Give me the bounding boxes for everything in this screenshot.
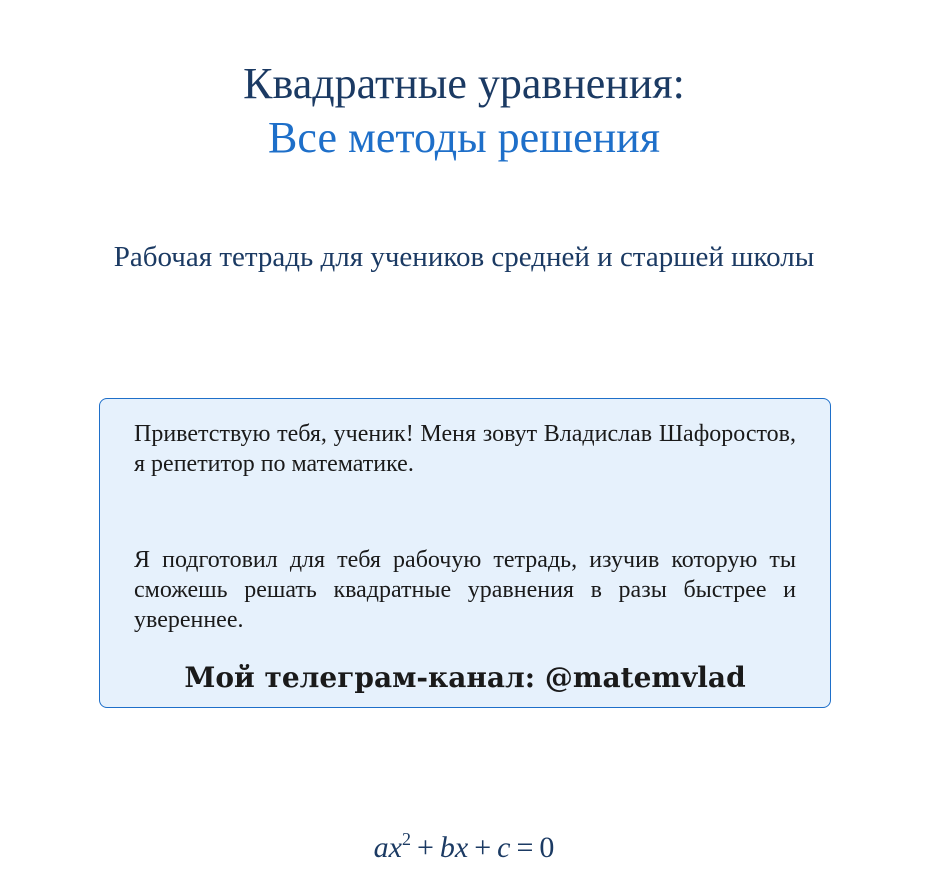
title-line-2: Все методы решения: [268, 113, 660, 162]
formula-c: c: [497, 831, 511, 864]
formula-zero: 0: [539, 831, 555, 864]
formula-a: a: [373, 831, 389, 864]
subtitle: Рабочая тетрадь для учеников средней и старшей школы: [113, 241, 815, 273]
formula-x: x: [454, 831, 469, 864]
intro-box: [99, 398, 831, 708]
title-line-1: Квадратные уравнения:: [243, 59, 685, 108]
formula-equals: =: [516, 831, 534, 864]
formula-x: x: [388, 831, 402, 864]
telegram-channel: Мой телеграм-канал: @matemvlad: [184, 661, 746, 694]
greeting-paragraph: Приветствую тебя, ученик! Меня зовут Владислав Шафоростов, я репетитор по математике.: [134, 421, 796, 477]
formula-plus: +: [416, 831, 434, 864]
formula-exponent: 2: [401, 829, 411, 849]
formula-plus: +: [474, 831, 492, 864]
quadratic-formula: [0, 828, 928, 868]
formula-b: b: [439, 831, 455, 864]
description-paragraph: Я подготовил для тебя рабочую тетрадь, изучив которую ты сможешь решать квадратные уравнения в разы быстрее и увереннее.: [134, 547, 796, 633]
